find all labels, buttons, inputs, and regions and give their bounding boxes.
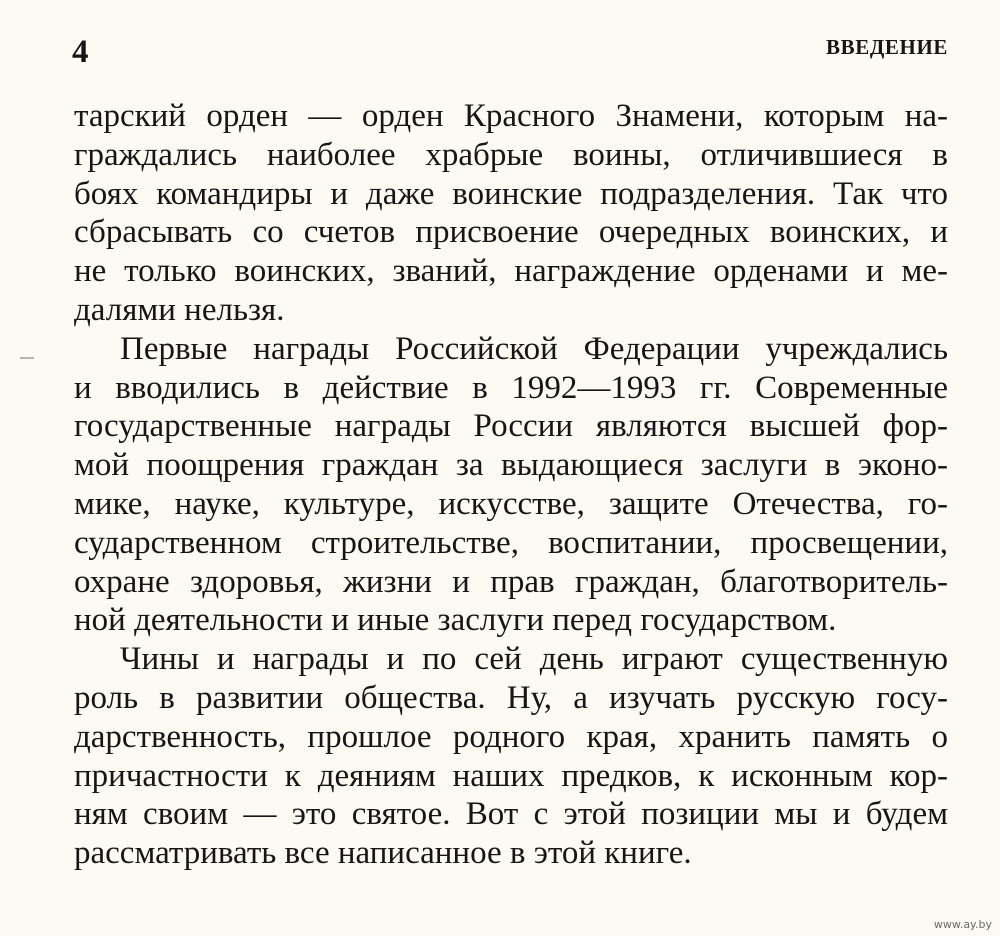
text-line: государственные награды России являются высшей фор-: [74, 408, 948, 445]
text-line: ням своим — это святое. Вот с этой позиции мы и будем: [74, 796, 948, 833]
text-line: рассматривать все написанное в этой книге.: [74, 835, 692, 872]
body-text: [74, 97, 948, 873]
text-line: сбрасывать со счетов присвоение очередных воинских, и: [74, 214, 948, 251]
text-line: роль в развитии общества. Ну, а изучать русскую госу-: [74, 679, 948, 716]
paragraph: [74, 640, 948, 873]
running-head: ВВЕДЕНИЕ: [826, 35, 948, 59]
text-line: Первые награды Российской Федерации учреждались: [120, 330, 948, 367]
text-line: и вводились в действие в 1992—1993 гг. Современные: [74, 369, 948, 406]
paragraph: [74, 97, 948, 330]
text-line: ной деятельности и иные заслуги перед государством.: [74, 602, 837, 639]
watermark: www.ay.by: [933, 918, 992, 931]
text-line: не только воинских, званий, награждение орденами и ме-: [74, 253, 948, 290]
text-line: дарственность, прошлое родного края, хранить память о: [74, 718, 948, 755]
text-line: Чины и награды и по сей день играют существенную: [120, 641, 948, 678]
text-line: боях командиры и даже воинские подразделения. Так что: [74, 175, 948, 212]
margin-mark: [20, 357, 34, 359]
text-line: мике, науке, культуре, искусстве, защите Отечества, го-: [74, 485, 948, 522]
page-number: 4: [72, 34, 89, 70]
text-line: далями нельзя.: [74, 291, 285, 328]
text-line: граждались наиболее храбрые воины, отличившиеся в: [74, 136, 948, 173]
text-line: причастности к деяниям наших предков, к исконным кор-: [74, 757, 948, 794]
text-line: тарский орден — орден Красного Знамени, которым на-: [74, 98, 948, 134]
text-line: сударственном строительстве, воспитании, просвещении,: [74, 524, 948, 561]
text-line: охране здоровья, жизни и прав граждан, благотворитель-: [74, 563, 948, 600]
text-line: мой поощрения граждан за выдающиеся заслуги в эконо-: [74, 447, 948, 484]
paragraph: [74, 330, 948, 640]
